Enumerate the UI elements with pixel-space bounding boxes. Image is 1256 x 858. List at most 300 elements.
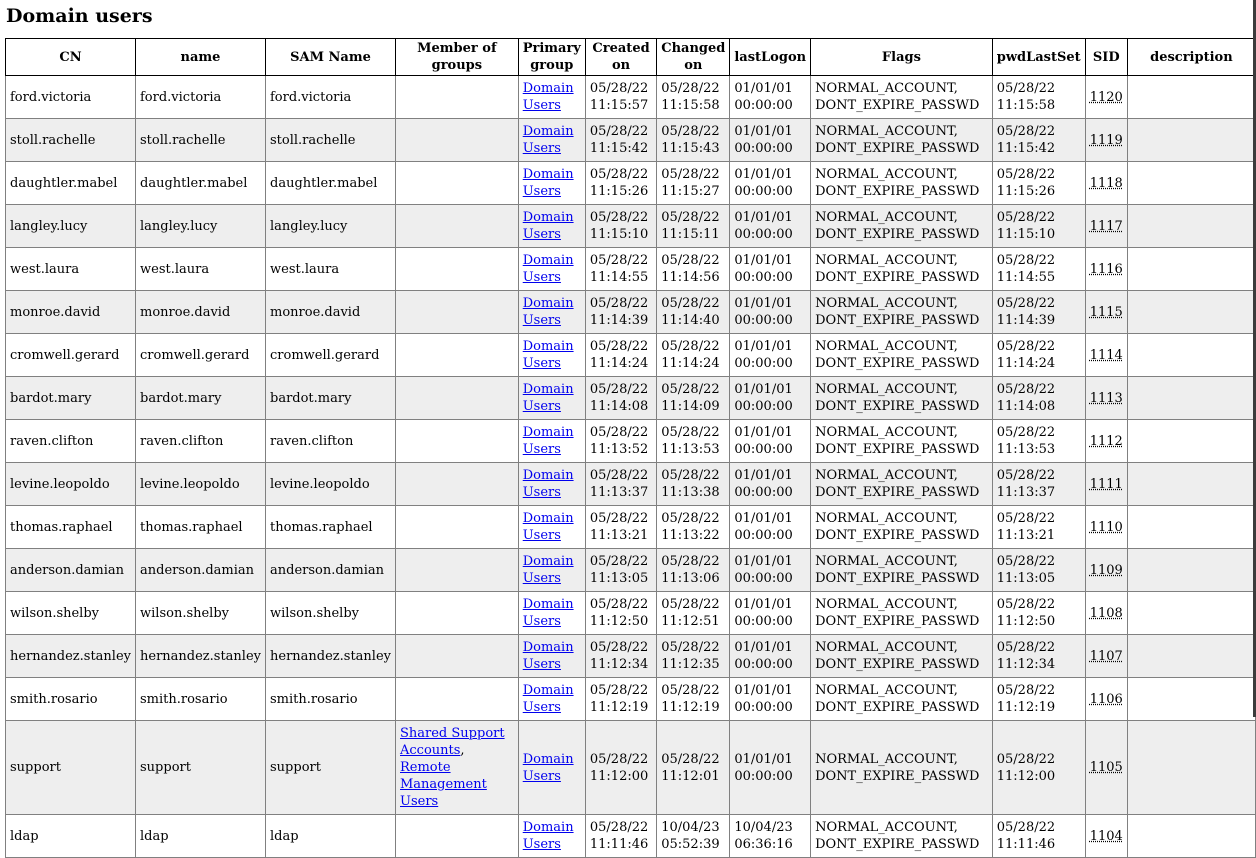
cell-created-on-line-1: 05/28/22: [589, 339, 649, 354]
primary-group-link-line-2: Users: [522, 528, 561, 543]
cell-changed-on: [657, 76, 730, 119]
cell-pwd-last-set-line-2: 11:15:42: [996, 141, 1056, 156]
cell-changed-on-line-1: 05/28/22: [661, 81, 720, 96]
cell-created-on-line-2: 11:15:57: [589, 98, 649, 113]
primary-group-link-line-1: Domain: [522, 597, 574, 612]
primary-group-link[interactable]: [523, 683, 574, 715]
group-link[interactable]: Remote Management Users: [400, 760, 487, 809]
cell-member-of-groups: [396, 678, 519, 721]
cell-last-logon: [730, 420, 811, 463]
column-header-sid: SID: [1085, 39, 1127, 76]
cell-last-logon-line-2: 00:00:00: [734, 768, 793, 784]
cell-created-on-line-2: 11:12:19: [589, 700, 649, 715]
cell-name: [136, 248, 266, 291]
cell-changed-on: [657, 678, 730, 721]
cell-sam-name-text: thomas.raphael: [270, 519, 373, 535]
cell-flags-line-1: NORMAL_ACCOUNT,: [815, 683, 958, 698]
cell-cn-text: bardot.mary: [10, 390, 92, 406]
cell-changed-on: [657, 205, 730, 248]
cell-changed-on-line-1: 05/28/22: [661, 124, 720, 139]
cell-name-text: stoll.rachelle: [140, 132, 226, 148]
cell-created-on-line-2: 11:13:21: [589, 528, 649, 543]
cell-flags-line-1: NORMAL_ACCOUNT,: [815, 468, 958, 483]
primary-group-link-line-2: Users: [522, 485, 561, 500]
cell-description: [1127, 463, 1255, 506]
cell-member-of-groups: [396, 377, 519, 420]
cell-member-of-groups: [396, 592, 519, 635]
sid-value[interactable]: 1110: [1089, 519, 1123, 535]
primary-group-link-line-1: Domain: [522, 683, 574, 698]
sid-value[interactable]: 1105: [1089, 760, 1123, 775]
cell-flags: [811, 420, 993, 463]
cell-pwd-last-set-line-2: 11:14:08: [996, 399, 1056, 414]
cell-sam-name-text: anderson.damian: [270, 562, 385, 578]
cell-cn: [6, 463, 136, 506]
cell-primary-group: [518, 506, 585, 549]
cell-created-on-line-1: 05/28/22: [589, 253, 649, 268]
cell-flags-line-2: DONT_EXPIRE_PASSWD: [815, 700, 980, 715]
cell-name: [136, 678, 266, 721]
cell-sid: [1085, 678, 1127, 721]
cell-sam-name: [266, 291, 396, 334]
primary-group-link[interactable]: [523, 253, 574, 285]
cell-sam-name-text: ford.victoria: [270, 89, 352, 105]
cell-last-logon-line-1: 01/01/01: [734, 210, 793, 225]
cell-pwd-last-set-line-2: 11:14:55: [996, 270, 1056, 285]
cell-sam-name-text: cromwell.gerard: [270, 347, 380, 363]
cell-sam-name-text: support: [270, 760, 321, 775]
cell-cn-text: stoll.rachelle: [10, 132, 96, 148]
cell-flags-line-1: NORMAL_ACCOUNT,: [815, 554, 958, 569]
cell-created-on-line-1: 05/28/22: [589, 468, 649, 483]
column-header-flags: Flags: [811, 39, 993, 76]
cell-pwd-last-set-line-1: 05/28/22: [996, 597, 1056, 612]
cell-pwd-last-set-line-1: 05/28/22: [996, 425, 1056, 440]
table-row: [6, 635, 1256, 678]
cell-member-of-groups: [396, 815, 519, 858]
cell-flags-line-1: NORMAL_ACCOUNT,: [815, 253, 958, 268]
primary-group-link[interactable]: [523, 81, 574, 113]
primary-group-link-line-2: Users: [522, 442, 561, 457]
cell-last-logon-line-1: 01/01/01: [734, 81, 793, 96]
cell-primary-group: [518, 592, 585, 635]
cell-created-on: [585, 248, 656, 291]
cell-pwd-last-set-line-1: 05/28/22: [996, 296, 1056, 311]
cell-flags: [811, 162, 993, 205]
cell-changed-on: [657, 549, 730, 592]
cell-sam-name: [266, 463, 396, 506]
column-header-created-on: Created on: [585, 39, 656, 76]
cell-name-text: anderson.damian: [140, 562, 255, 578]
cell-member-of-groups: [396, 76, 519, 119]
cell-flags: [811, 635, 993, 678]
cell-pwd-last-set-line-1: 05/28/22: [996, 751, 1056, 767]
cell-last-logon-line-1: 10/04/23: [734, 820, 793, 835]
primary-group-link-line-1: Domain: [522, 820, 574, 835]
cell-changed-on-line-2: 11:15:58: [661, 98, 720, 113]
cell-last-logon-line-2: 00:00:00: [734, 184, 793, 199]
cell-last-logon-line-1: 01/01/01: [734, 597, 793, 612]
cell-last-logon-line-1: 01/01/01: [734, 683, 793, 698]
cell-created-on-line-2: 11:14:55: [589, 270, 649, 285]
cell-created-on: [585, 721, 656, 815]
cell-description: [1127, 635, 1255, 678]
sid-value[interactable]: 1118: [1089, 175, 1123, 191]
sid-value[interactable]: 1115: [1089, 304, 1123, 320]
cell-sid: [1085, 463, 1127, 506]
cell-changed-on-line-2: 11:13:06: [661, 571, 720, 586]
primary-group-link-line-2: Users: [522, 657, 561, 672]
cell-cn-text: anderson.damian: [10, 562, 125, 578]
primary-group-link[interactable]: [523, 339, 574, 371]
cell-created-on: [585, 678, 656, 721]
primary-group-link[interactable]: [523, 511, 574, 543]
primary-group-link[interactable]: [523, 752, 574, 784]
cell-changed-on-line-1: 05/28/22: [661, 425, 720, 440]
cell-sid: [1085, 291, 1127, 334]
primary-group-link-line-1: Domain: [522, 339, 574, 354]
cell-primary-group: [518, 463, 585, 506]
primary-group-link-line-1: Domain: [522, 167, 574, 182]
cell-name: [136, 420, 266, 463]
cell-changed-on-line-1: 05/28/22: [661, 253, 720, 268]
cell-pwd-last-set-line-2: 11:12:00: [996, 768, 1056, 784]
cell-last-logon: [730, 76, 811, 119]
cell-last-logon-line-1: 01/01/01: [734, 382, 793, 397]
cell-changed-on-line-1: 05/28/22: [661, 597, 720, 612]
cell-changed-on-line-2: 11:13:38: [661, 485, 720, 500]
cell-last-logon-line-1: 01/01/01: [734, 751, 793, 767]
column-header-pwd-last-set: pwdLastSet: [992, 39, 1085, 76]
cell-primary-group: [518, 420, 585, 463]
cell-last-logon-line-2: 00:00:00: [734, 227, 793, 242]
cell-pwd-last-set: [992, 76, 1085, 119]
cell-last-logon-line-2: 00:00:00: [734, 356, 793, 371]
cell-description: [1127, 549, 1255, 592]
cell-created-on-line-2: 11:14:39: [589, 313, 649, 328]
primary-group-link-line-1: Domain: [522, 425, 574, 440]
cell-primary-group: [518, 291, 585, 334]
cell-pwd-last-set: [992, 721, 1085, 815]
group-link[interactable]: Shared Support Accounts: [400, 726, 505, 758]
cell-pwd-last-set-line-1: 05/28/22: [996, 468, 1056, 483]
cell-flags-line-1: NORMAL_ACCOUNT,: [815, 339, 958, 354]
cell-created-on: [585, 291, 656, 334]
cell-flags: [811, 334, 993, 377]
cell-sam-name-text: langley.lucy: [270, 218, 348, 234]
cell-created-on-line-2: 11:13:37: [589, 485, 649, 500]
cell-changed-on-line-1: 05/28/22: [661, 554, 720, 569]
cell-sam-name-text: ldap: [270, 828, 299, 844]
cell-changed-on: [657, 815, 730, 858]
cell-created-on: [585, 635, 656, 678]
primary-group-link-line-2: Users: [522, 700, 561, 715]
cell-cn-text: ldap: [10, 828, 39, 844]
cell-sam-name-text: daughtler.mabel: [270, 175, 378, 191]
cell-cn: [6, 76, 136, 119]
cell-last-logon: [730, 463, 811, 506]
cell-last-logon: [730, 506, 811, 549]
cell-pwd-last-set-line-2: 11:11:46: [996, 837, 1056, 852]
cell-created-on-line-1: 05/28/22: [589, 820, 649, 835]
primary-group-link-line-1: Domain: [522, 253, 574, 268]
table-row: [6, 506, 1256, 549]
table-row: [6, 463, 1256, 506]
cell-pwd-last-set-line-2: 11:13:53: [996, 442, 1056, 457]
cell-primary-group: [518, 377, 585, 420]
primary-group-link-line-2: Users: [522, 227, 561, 242]
cell-flags: [811, 463, 993, 506]
cell-flags-line-2: DONT_EXPIRE_PASSWD: [815, 528, 980, 543]
cell-name-text: levine.leopoldo: [140, 476, 240, 492]
primary-group-link[interactable]: [523, 296, 574, 328]
cell-created-on: [585, 549, 656, 592]
cell-primary-group: [518, 119, 585, 162]
cell-changed-on-line-2: 05:52:39: [661, 837, 720, 852]
cell-flags-line-1: NORMAL_ACCOUNT,: [815, 124, 958, 139]
cell-flags-line-2: DONT_EXPIRE_PASSWD: [815, 313, 980, 328]
cell-flags: [811, 549, 993, 592]
cell-changed-on-line-1: 05/28/22: [661, 640, 720, 655]
cell-last-logon-line-2: 00:00:00: [734, 485, 793, 500]
cell-last-logon: [730, 119, 811, 162]
cell-flags-line-1: NORMAL_ACCOUNT,: [815, 167, 958, 182]
primary-group-link-line-2: Users: [522, 837, 561, 852]
cell-created-on-line-2: 11:11:46: [589, 837, 649, 852]
cell-changed-on-line-2: 11:15:43: [661, 141, 720, 156]
cell-description: [1127, 248, 1255, 291]
cell-pwd-last-set-line-2: 11:14:39: [996, 313, 1056, 328]
cell-sid: [1085, 334, 1127, 377]
cell-cn: [6, 291, 136, 334]
table-row: [6, 119, 1256, 162]
sid-value[interactable]: 1114: [1089, 347, 1123, 363]
cell-sid: [1085, 377, 1127, 420]
cell-sam-name: [266, 592, 396, 635]
cell-created-on-line-1: 05/28/22: [589, 296, 649, 311]
cell-pwd-last-set: [992, 420, 1085, 463]
cell-name: [136, 162, 266, 205]
primary-group-link[interactable]: [523, 167, 574, 199]
cell-name-text: langley.lucy: [140, 218, 218, 234]
table-row: [6, 815, 1256, 858]
primary-group-link-line-2: Users: [522, 184, 561, 199]
sid-value[interactable]: 1119: [1089, 132, 1123, 148]
cell-created-on: [585, 162, 656, 205]
cell-changed-on: [657, 248, 730, 291]
cell-changed-on-line-2: 11:14:24: [661, 356, 720, 371]
cell-changed-on: [657, 420, 730, 463]
primary-group-link[interactable]: [523, 820, 574, 852]
column-header-cn: CN: [6, 39, 136, 76]
cell-cn: [6, 420, 136, 463]
primary-group-link[interactable]: [523, 425, 574, 457]
cell-member-of-groups: [396, 162, 519, 205]
cell-flags-line-2: DONT_EXPIRE_PASSWD: [815, 399, 980, 414]
cell-primary-group: [518, 162, 585, 205]
cell-changed-on: [657, 377, 730, 420]
cell-sam-name: [266, 162, 396, 205]
table-row: [6, 248, 1256, 291]
cell-pwd-last-set: [992, 635, 1085, 678]
cell-sam-name: [266, 420, 396, 463]
cell-pwd-last-set-line-1: 05/28/22: [996, 511, 1056, 526]
sid-value[interactable]: 1120: [1089, 89, 1123, 105]
cell-name: [136, 506, 266, 549]
cell-flags-line-1: NORMAL_ACCOUNT,: [815, 820, 958, 835]
cell-cn: [6, 592, 136, 635]
cell-name: [136, 463, 266, 506]
cell-description: [1127, 334, 1255, 377]
cell-changed-on-line-1: 05/28/22: [661, 382, 720, 397]
cell-created-on: [585, 205, 656, 248]
primary-group-link-line-1: Domain: [522, 511, 574, 526]
page-title: Domain users: [6, 5, 153, 27]
cell-sam-name-text: smith.rosario: [270, 691, 358, 707]
primary-group-link[interactable]: [523, 554, 574, 586]
cell-sam-name: [266, 248, 396, 291]
cell-last-logon-line-2: 00:00:00: [734, 270, 793, 285]
cell-pwd-last-set-line-1: 05/28/22: [996, 820, 1056, 835]
cell-pwd-last-set-line-2: 11:13:21: [996, 528, 1056, 543]
cell-last-logon-line-1: 01/01/01: [734, 124, 793, 139]
cell-last-logon: [730, 162, 811, 205]
cell-cn-text: wilson.shelby: [10, 605, 100, 621]
cell-changed-on-line-2: 11:12:01: [661, 768, 720, 784]
sid-value[interactable]: 1108: [1089, 605, 1123, 621]
sid-value[interactable]: 1106: [1089, 691, 1123, 707]
column-header-sam-name: SAM Name: [266, 39, 396, 76]
cell-last-logon-line-1: 01/01/01: [734, 554, 793, 569]
cell-flags: [811, 377, 993, 420]
column-header-member-of-groups: Member of groups: [396, 39, 519, 76]
cell-cn: [6, 119, 136, 162]
cell-name: [136, 635, 266, 678]
cell-last-logon-line-1: 01/01/01: [734, 511, 793, 526]
primary-group-link[interactable]: [523, 210, 574, 242]
primary-group-link-line-1: Domain: [522, 296, 574, 311]
cell-sid: [1085, 162, 1127, 205]
cell-created-on-line-2: 11:14:24: [589, 356, 649, 371]
primary-group-link-line-1: Domain: [522, 382, 574, 397]
cell-last-logon: [730, 377, 811, 420]
cell-sam-name: [266, 549, 396, 592]
primary-group-link-line-2: Users: [522, 141, 561, 156]
cell-cn: [6, 162, 136, 205]
cell-last-logon: [730, 635, 811, 678]
cell-name: [136, 815, 266, 858]
sid-value[interactable]: 1107: [1089, 648, 1123, 664]
primary-group-link[interactable]: [523, 124, 574, 156]
cell-description: [1127, 76, 1255, 119]
cell-pwd-last-set-line-2: 11:13:05: [996, 571, 1056, 586]
cell-member-of-groups: [396, 506, 519, 549]
cell-pwd-last-set-line-1: 05/28/22: [996, 167, 1056, 182]
table-row: [6, 549, 1256, 592]
sid-value[interactable]: 1112: [1089, 433, 1123, 449]
cell-last-logon-line-2: 00:00:00: [734, 442, 793, 457]
cell-flags: [811, 678, 993, 721]
cell-primary-group: [518, 721, 585, 815]
cell-pwd-last-set-line-2: 11:13:37: [996, 485, 1056, 500]
cell-sam-name: [266, 678, 396, 721]
cell-flags-line-2: DONT_EXPIRE_PASSWD: [815, 356, 980, 371]
sid-value[interactable]: 1113: [1089, 390, 1123, 406]
primary-group-link[interactable]: [523, 640, 574, 672]
cell-description: [1127, 678, 1255, 721]
cell-created-on-line-2: 11:15:26: [589, 184, 649, 199]
cell-name-text: thomas.raphael: [140, 519, 243, 535]
sid-value[interactable]: 1111: [1089, 476, 1123, 492]
primary-group-link[interactable]: [523, 468, 574, 500]
cell-created-on-line-2: 11:15:42: [589, 141, 649, 156]
cell-sid: [1085, 635, 1127, 678]
cell-last-logon: [730, 291, 811, 334]
sid-value[interactable]: 1116: [1089, 261, 1123, 277]
cell-flags: [811, 119, 993, 162]
cell-pwd-last-set-line-1: 05/28/22: [996, 253, 1056, 268]
primary-group-link-line-1: Domain: [522, 124, 574, 139]
sid-value[interactable]: 1117: [1089, 218, 1123, 234]
cell-flags: [811, 205, 993, 248]
sid-value[interactable]: 1104: [1089, 828, 1123, 844]
cell-cn-text: monroe.david: [10, 304, 101, 320]
cell-cn-text: support: [10, 760, 61, 775]
cell-pwd-last-set-line-2: 11:14:24: [996, 356, 1056, 371]
cell-created-on-line-1: 05/28/22: [589, 640, 649, 655]
primary-group-link[interactable]: [523, 597, 574, 629]
cell-flags-line-2: DONT_EXPIRE_PASSWD: [815, 442, 980, 457]
cell-created-on: [585, 334, 656, 377]
cell-flags-line-1: NORMAL_ACCOUNT,: [815, 382, 958, 397]
cell-cn-text: raven.clifton: [10, 433, 94, 449]
cell-flags-line-2: DONT_EXPIRE_PASSWD: [815, 270, 980, 285]
cell-name-text: support: [140, 760, 191, 775]
cell-created-on-line-1: 05/28/22: [589, 81, 649, 96]
cell-sam-name: [266, 334, 396, 377]
cell-flags-line-2: DONT_EXPIRE_PASSWD: [815, 485, 980, 500]
cell-flags-line-1: NORMAL_ACCOUNT,: [815, 296, 958, 311]
cell-flags-line-2: DONT_EXPIRE_PASSWD: [815, 614, 980, 629]
primary-group-link-line-1: Domain: [522, 210, 574, 225]
cell-pwd-last-set-line-2: 11:15:58: [996, 98, 1056, 113]
table-row: [6, 291, 1256, 334]
cell-last-logon: [730, 549, 811, 592]
cell-last-logon-line-1: 01/01/01: [734, 339, 793, 354]
cell-pwd-last-set: [992, 248, 1085, 291]
cell-cn-text: hernandez.stanley: [10, 648, 131, 664]
cell-sam-name: [266, 506, 396, 549]
cell-description: [1127, 815, 1255, 858]
cell-flags: [811, 291, 993, 334]
cell-sam-name-text: levine.leopoldo: [270, 476, 370, 492]
cell-sam-name: [266, 76, 396, 119]
cell-created-on: [585, 815, 656, 858]
cell-member-of-groups: [396, 549, 519, 592]
cell-description: [1127, 291, 1255, 334]
sid-value[interactable]: 1109: [1089, 562, 1123, 578]
cell-flags: [811, 592, 993, 635]
table-row: [6, 334, 1256, 377]
cell-changed-on-line-2: 11:13:53: [661, 442, 720, 457]
cell-member-of-groups: [396, 420, 519, 463]
cell-cn: [6, 205, 136, 248]
cell-pwd-last-set: [992, 678, 1085, 721]
cell-created-on: [585, 377, 656, 420]
primary-group-link[interactable]: [523, 382, 574, 414]
cell-created-on-line-1: 05/28/22: [589, 425, 649, 440]
cell-sid: [1085, 549, 1127, 592]
